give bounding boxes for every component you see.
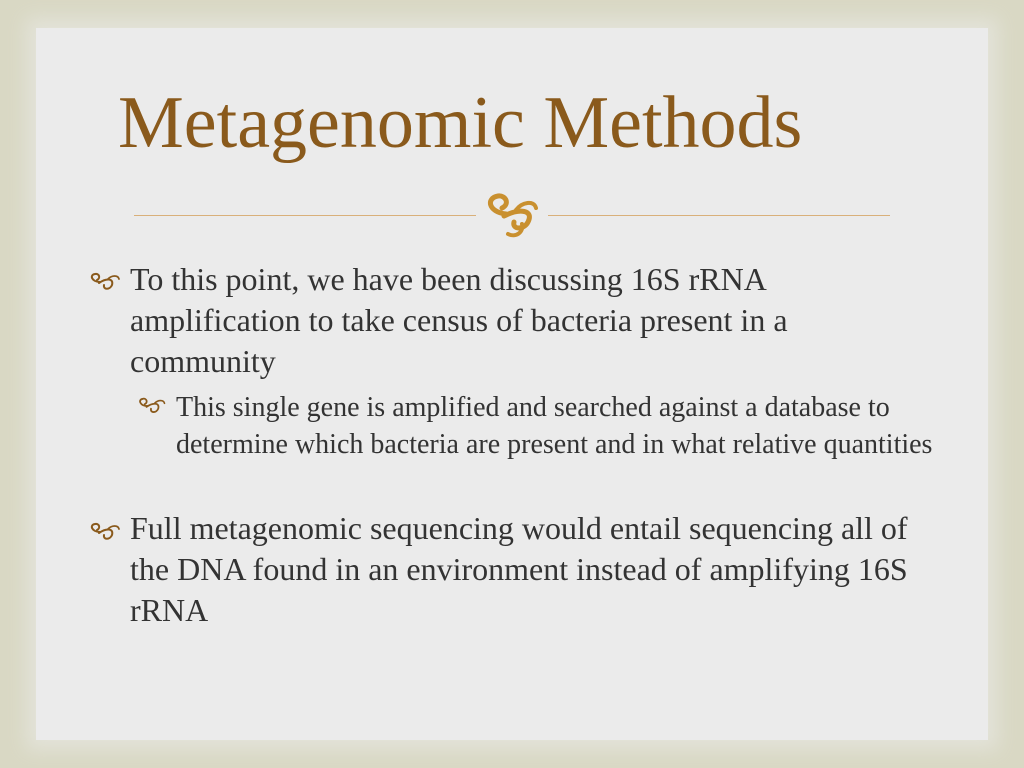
bullet-item: Full metagenomic sequencing would entail sequencing all of the DNA found in an environment instead of amplifying 16S rRNA	[130, 510, 908, 628]
slide-title: Metagenomic Methods	[118, 82, 803, 164]
curly-bullet-icon	[86, 522, 122, 542]
curly-bullet-icon	[86, 272, 122, 292]
bullet-item: To this point, we have been discussing 16S rRNA amplification to take census of bacteria present in a community	[130, 261, 788, 379]
sub-bullet-item: This single gene is amplified and searched against a database to determine which bacteria are present and in what relative quantities	[176, 392, 933, 460]
curly-bullet-icon	[134, 397, 168, 415]
